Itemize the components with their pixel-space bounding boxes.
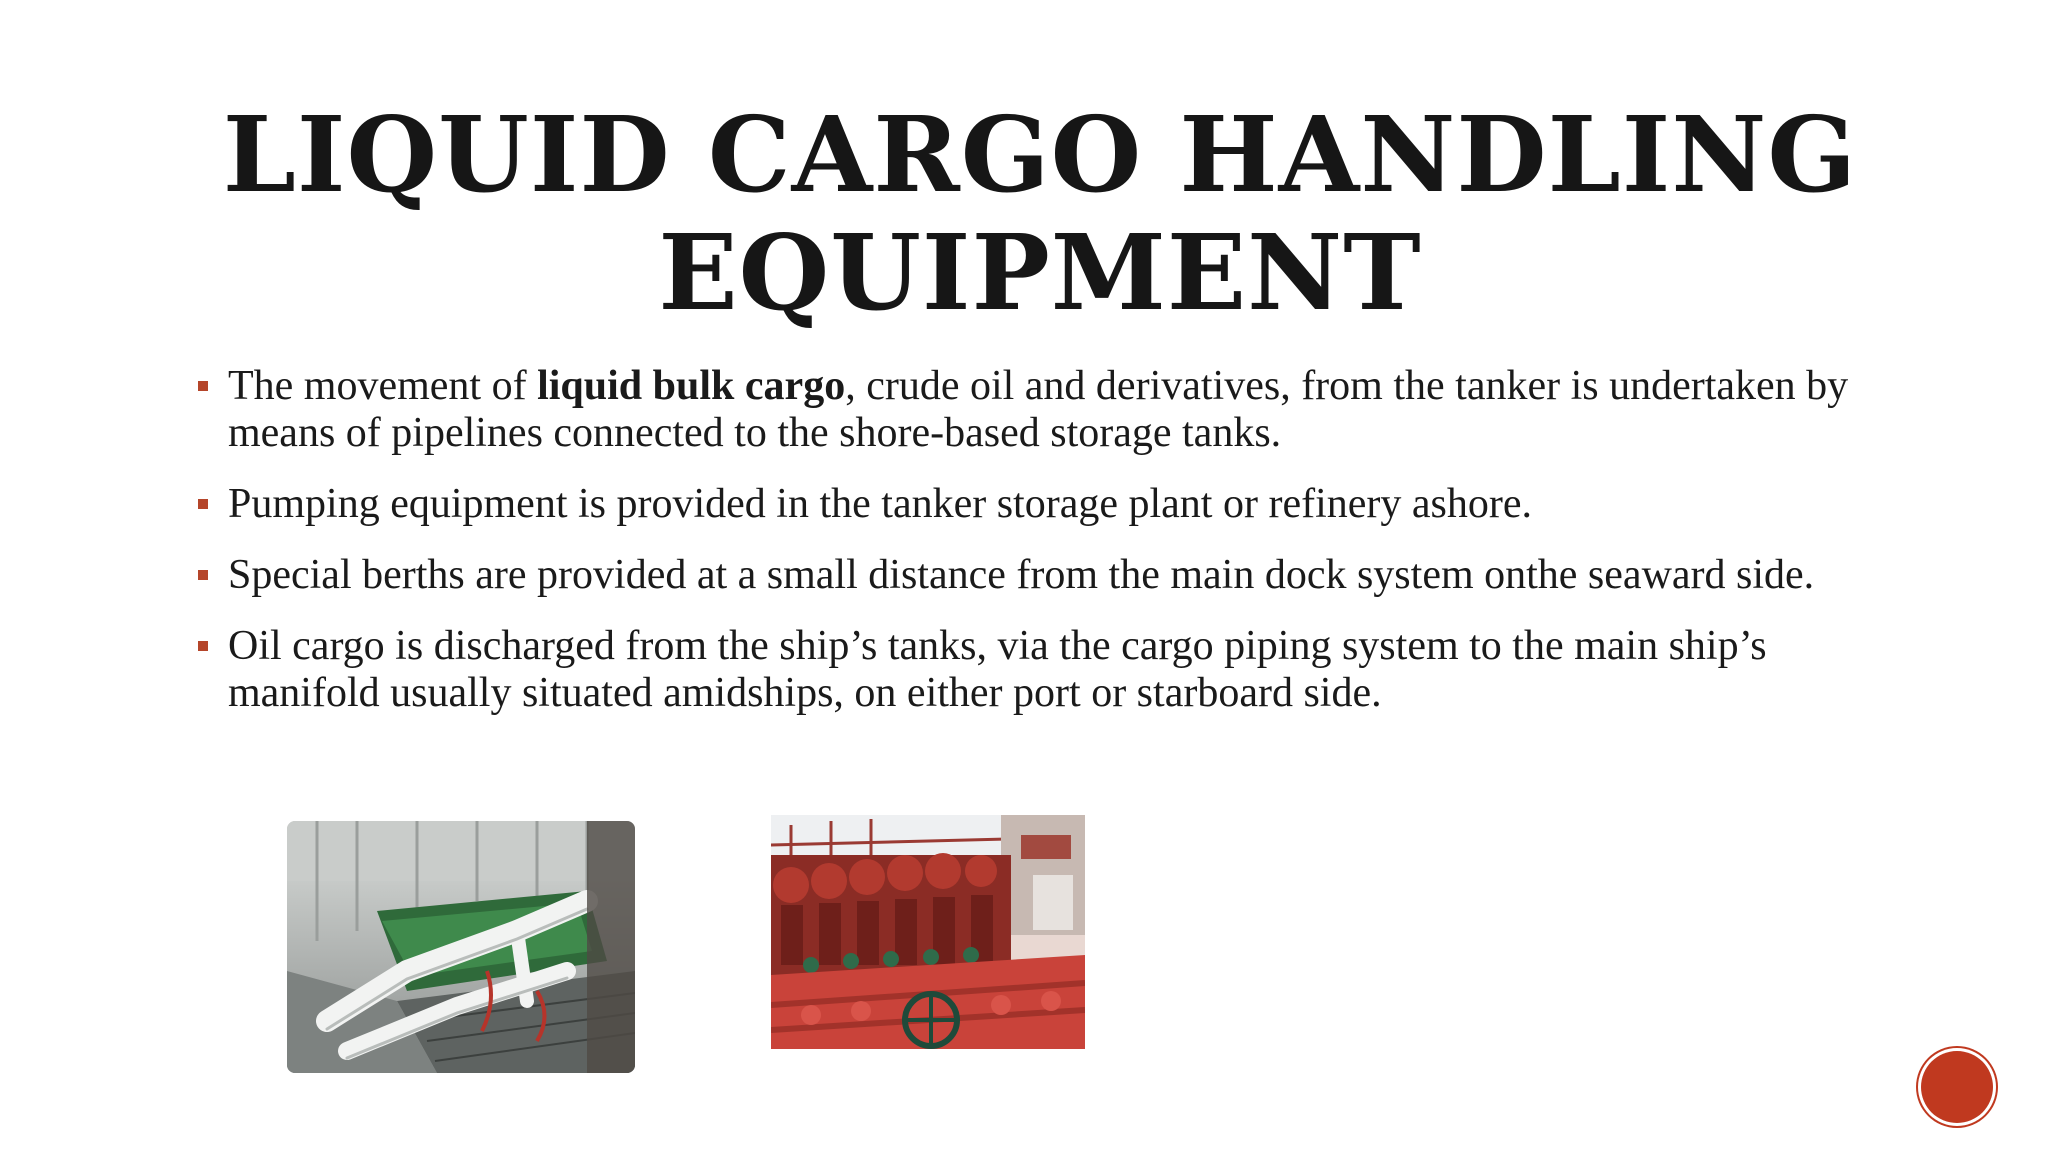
bullet-text: Oil cargo is discharged from the ship’s tanks, via the cargo piping system to the main ship’s manifold usually situated amidships, on either port or starboard side. bbox=[228, 623, 1767, 716]
loading-arm-photo bbox=[287, 821, 635, 1073]
slide-title bbox=[120, 93, 1960, 334]
loading-arm-illustration bbox=[287, 821, 635, 1073]
title-line-2: EQUIPMENT bbox=[658, 211, 1422, 334]
bullet-list bbox=[196, 363, 1916, 741]
bullet-item-3 bbox=[196, 552, 1916, 599]
bullet-bold-text: liquid bulk cargo bbox=[537, 363, 846, 409]
bullet-marker-icon bbox=[198, 570, 208, 580]
bullet-marker-icon bbox=[198, 641, 208, 651]
bullet-item-4 bbox=[196, 623, 1916, 717]
bullet-text: , crude oil and derivatives, from the tanker is undertaken by means of pipelines connected to the shore-based storage tanks. bbox=[228, 363, 1849, 456]
next-slide-button[interactable] bbox=[1921, 1051, 1993, 1123]
bullet-text: Special berths are provided at a small distance from the main dock system onthe seaward side. bbox=[228, 552, 1815, 598]
bullet-item-2 bbox=[196, 481, 1916, 528]
tanker-manifold-illustration bbox=[771, 815, 1085, 1049]
bullet-marker-icon bbox=[198, 381, 208, 391]
tanker-manifold-photo bbox=[771, 815, 1085, 1049]
title-line-1: LIQUID CARGO HANDLING bbox=[222, 93, 1858, 216]
bullet-text: Pumping equipment is provided in the tanker storage plant or refinery ashore. bbox=[228, 481, 1532, 527]
bullet-text: The movement of bbox=[228, 363, 538, 409]
bullet-item-1 bbox=[196, 363, 1916, 457]
bullet-marker-icon bbox=[198, 499, 208, 509]
